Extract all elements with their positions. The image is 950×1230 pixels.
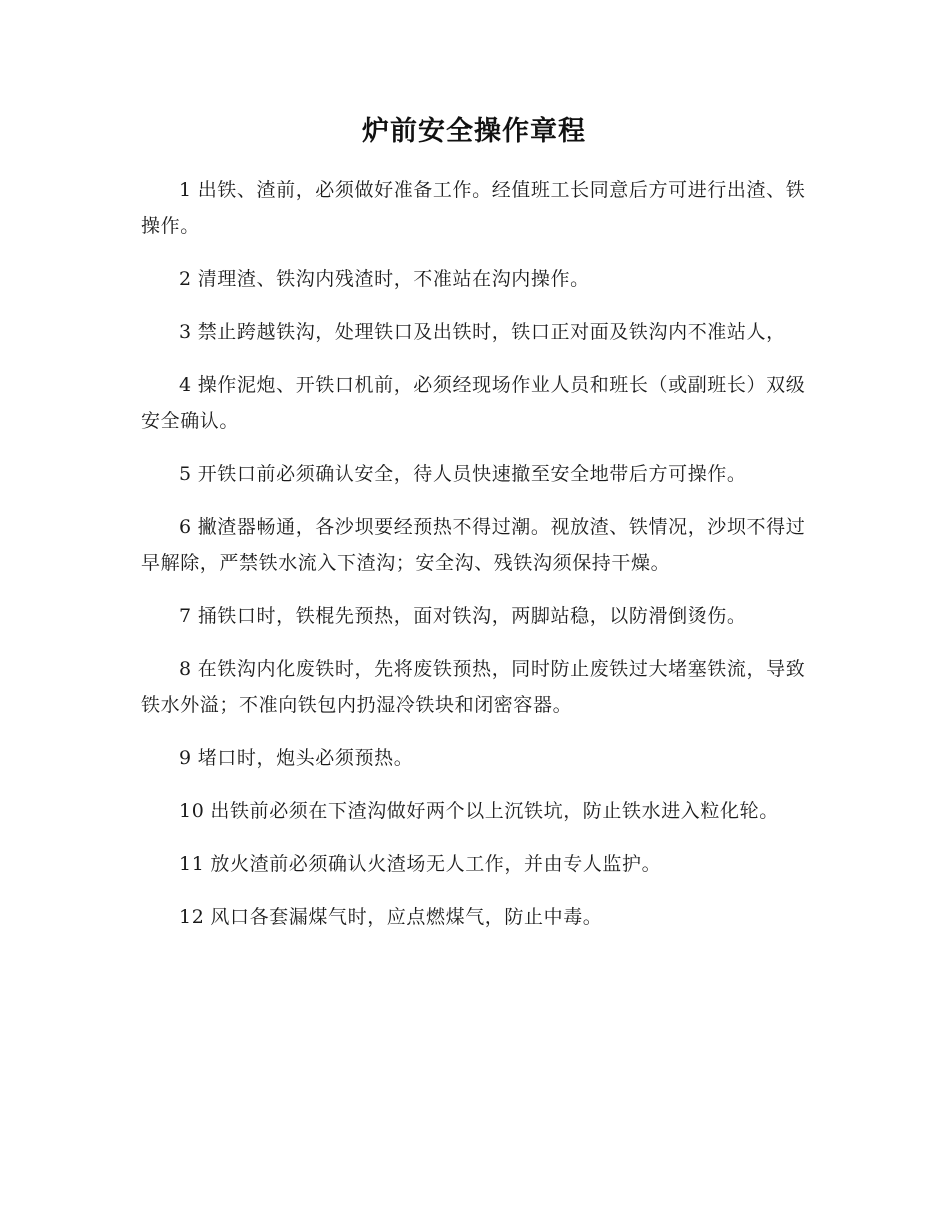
rule-item-10 [141, 793, 807, 829]
rule-text: 开铁口前必须确认安全，待人员快速撤至安全地带后方可操作。 [197, 463, 747, 485]
rule-item-11 [141, 846, 807, 882]
rule-list [141, 172, 807, 935]
rule-number: 8 [179, 658, 192, 680]
rule-item-6 [141, 509, 807, 581]
rule-item-3 [141, 314, 807, 350]
rule-item-7 [141, 598, 807, 634]
rule-text: 清理渣、铁沟内残渣时，不准站在沟内操作。 [197, 268, 590, 290]
rule-item-9 [141, 740, 807, 776]
rule-item-8 [141, 651, 807, 723]
rule-text: 堵口时，炮头必须预热。 [197, 747, 414, 769]
rule-item-12 [141, 899, 807, 935]
rule-text: 撇渣器畅通，各沙坝要经预热不得过潮。视放渣、铁情况，沙坝不得过早解除，严禁铁水流入下渣沟；安全沟、残铁沟须保持干燥。 [141, 516, 806, 574]
document-page [141, 110, 807, 952]
rule-item-5 [141, 456, 807, 492]
rule-text: 放火渣前必须确认火渣场无人工作，并由专人监护。 [210, 853, 662, 875]
rule-item-1 [141, 172, 807, 244]
rule-text: 在铁沟内化废铁时，先将废铁预热，同时防止废铁过大堵塞铁流，导致铁水外溢；不准向铁包内扔湿冷铁块和闭密容器。 [141, 658, 806, 716]
document-title: 炉前安全操作章程 [362, 116, 586, 147]
rule-number: 10 [179, 800, 205, 822]
rule-text: 出铁、渣前，必须做好准备工作。经值班工长同意后方可进行出渣、铁操作。 [141, 179, 806, 237]
rule-text: 出铁前必须在下渣沟做好两个以上沉铁坑，防止铁水进入粒化轮。 [210, 800, 779, 822]
rule-text: 禁止跨越铁沟，处理铁口及出铁时，铁口正对面及铁沟内不准站人， [197, 321, 786, 343]
rule-number: 11 [179, 853, 205, 875]
rule-text: 风口各套漏煤气时，应点燃煤气，防止中毒。 [210, 906, 603, 928]
rule-number: 9 [179, 747, 192, 769]
rule-number: 5 [179, 463, 192, 485]
rule-number: 1 [179, 179, 192, 201]
rule-text: 操作泥炮、开铁口机前，必须经现场作业人员和班长（或副班长）双级安全确认。 [141, 374, 806, 432]
rule-number: 2 [179, 268, 192, 290]
rule-number: 3 [179, 321, 192, 343]
rule-item-2 [141, 261, 807, 297]
rule-number: 6 [179, 516, 192, 538]
rule-number: 4 [179, 374, 192, 396]
rule-item-4 [141, 367, 807, 439]
rule-text: 捅铁口时，铁棍先预热，面对铁沟，两脚站稳，以防滑倒烫伤。 [197, 605, 747, 627]
rule-number: 12 [179, 906, 205, 928]
rule-number: 7 [179, 605, 192, 627]
